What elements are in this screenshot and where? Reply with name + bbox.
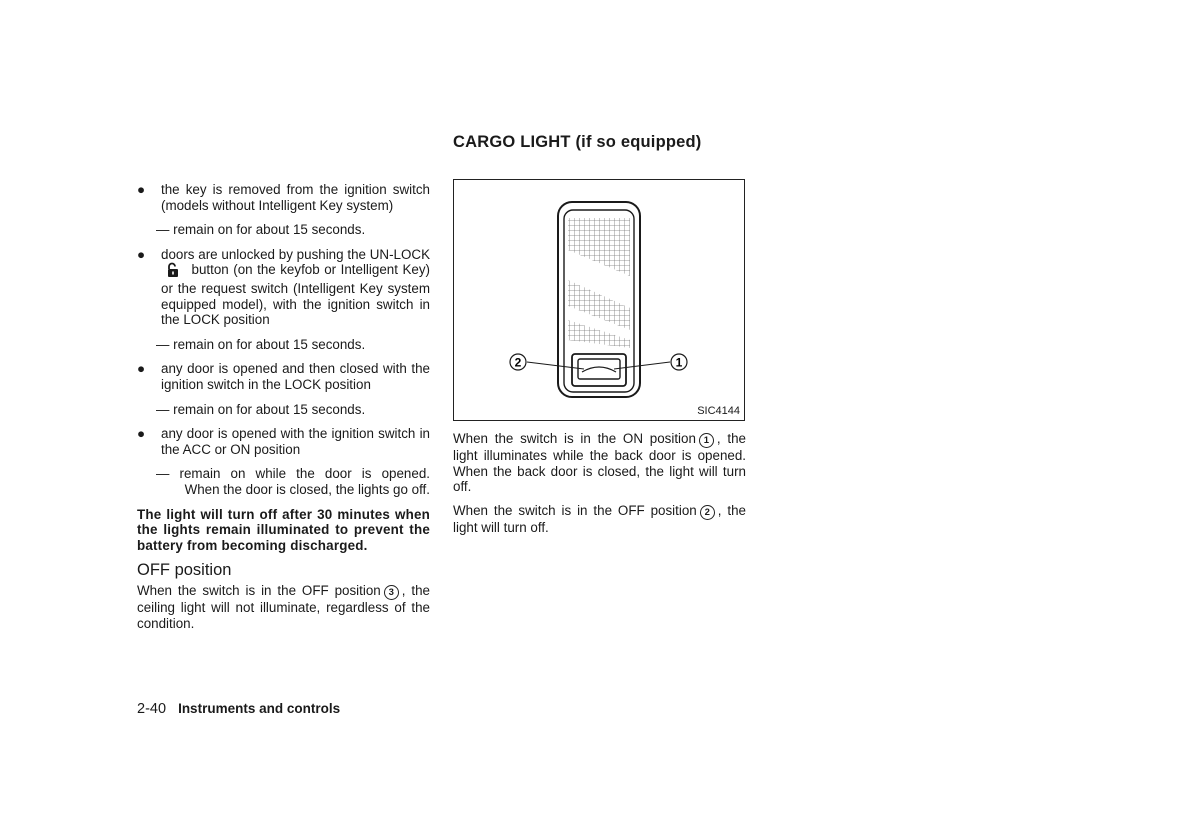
list-item-text: the key is removed from the ignition switch (models without Intelligent Key system) [161, 182, 430, 213]
list-item [137, 361, 430, 392]
section-title: CARGO LIGHT (if so equipped) [453, 133, 702, 151]
bullet-dot: ● [137, 426, 146, 442]
bullet-dot: ● [137, 361, 146, 377]
dash-item-text: — remain on for about 15 seconds. [156, 336, 366, 352]
list-item [137, 182, 430, 213]
off-position-right-text-part: , the light will turn off. [453, 503, 746, 535]
unlock-padlock-icon [165, 262, 183, 281]
off-position-right-text [453, 503, 746, 536]
off-position-heading: OFF position [137, 561, 232, 580]
on-position-text [453, 431, 746, 495]
callout-1-inline-icon: 1 [699, 433, 714, 448]
dash-item-text-cont: When the door is closed, the lights go off. [184, 481, 430, 497]
footer-section-title: Instruments and controls [178, 701, 341, 716]
cargo-light-figure [453, 179, 745, 421]
cargo-light-illustration [454, 180, 744, 420]
off-position-right-text-part: When the switch is in the OFF position [453, 503, 697, 518]
off-position-text-part: , the ceiling light will not illuminate, regardless of the condition. [137, 583, 430, 631]
list-item [137, 247, 430, 328]
bullet-dot: ● [137, 246, 146, 262]
list-item-text: any door is opened and then closed with the ignition switch in the LOCK position [161, 361, 430, 392]
off-position-text [137, 583, 430, 631]
dash-item [137, 222, 430, 238]
dash-item-text: — remain on while the door is opened. [156, 466, 430, 482]
callout-2-inline-icon: 2 [700, 505, 715, 520]
dash-item-text: — remain on for about 15 seconds. [156, 222, 366, 238]
right-column [453, 131, 746, 153]
on-position-text-part: , the light illuminates while the back door is opened. When the back door is closed, the light will turn off. [453, 431, 746, 495]
callout-1-label: 1 [675, 355, 683, 370]
list-item-text: button (on the keyfob or Intelligent Key) or the request switch (Intelligent Key system equipped model), with the ignition switch in the LOCK position [161, 262, 430, 328]
list-item-text: any door is opened with the ignition switch in the ACC or ON position [161, 426, 430, 457]
dash-item [137, 402, 430, 418]
dash-item [137, 466, 430, 497]
warning-note: The light will turn off after 30 minutes when the lights remain illuminated to prevent the battery from becoming discharged. [137, 506, 430, 553]
dash-item [137, 337, 430, 353]
figure-code: SIC4144 [697, 405, 740, 417]
list-item [137, 426, 430, 457]
bullet-dot: ● [137, 182, 146, 197]
on-position-text-part: When the switch is in the ON position [453, 431, 696, 446]
callout-2-label: 2 [514, 355, 522, 370]
page-footer [137, 700, 340, 718]
off-position-text-part: When the switch is in the OFF position [137, 583, 381, 599]
list-item-text: doors are unlocked by pushing the UN-LOCK [161, 246, 430, 262]
left-column [137, 182, 430, 631]
callout-3-icon: 3 [384, 585, 399, 600]
dash-item-text: — remain on for about 15 seconds. [156, 401, 366, 417]
page-number: 2-40 [137, 701, 167, 717]
